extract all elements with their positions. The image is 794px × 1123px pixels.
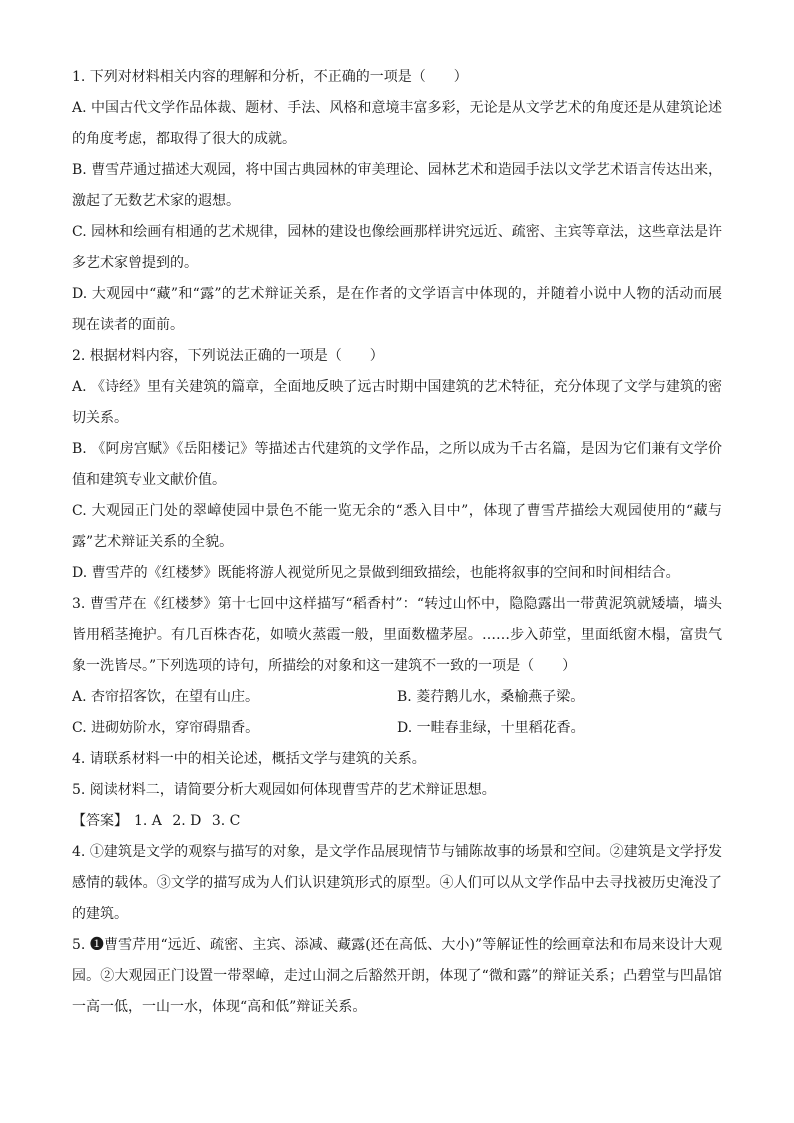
question-3-option-b: B. 菱荇鹅儿水，桑榆燕子梁。 bbox=[397, 689, 585, 705]
question-1-option-d: D. 大观园中“藏”和“露”的艺术辩证关系，是在作者的文学语言中体现的，并随着小说中人物的活动而展现在读者的面前。 bbox=[72, 286, 722, 333]
answer-line bbox=[72, 806, 722, 837]
question-3-option-a: A. 杏帘招客饮，在望有山庄。 bbox=[72, 689, 260, 705]
question-3-options-row-2 bbox=[72, 713, 722, 744]
question-1-option-c: C. 园林和绘画有相通的艺术规律，园林的建设也像绘画那样讲究远近、疏密、主宾等章法，这些章法是许多艺术家曾提到的。 bbox=[72, 224, 722, 271]
question-3-stem: 3. 曹雪芹在《红楼梦》第十七回中这样描写“稻香村”：“转过山怀中，隐隐露出一带黄泥筑就矮墙，墙头皆用稻茎掩护。有几百株杏花，如喷火蒸霞一般，里面数楹茅屋。……步入茆堂，里面纸窗木榻，富贵气象一洗皆尽。”下列选项的诗句，所描绘的对象和这一建筑不一致的一项是（ ） bbox=[72, 596, 722, 674]
question-2-option-b: B. 《阿房宫赋》《岳阳楼记》等描述古代建筑的文学作品，之所以成为千古名篇，是因为它们兼有文学价值和建筑专业文献价值。 bbox=[72, 441, 722, 488]
answer-2: 2. D bbox=[172, 813, 202, 829]
question-2-option-c: C. 大观园正门处的翠嶂使园中景色不能一览无余的“悉入目中”，体现了曹雪芹描绘大观园使用的“藏与露”艺术辩证关系的全貌。 bbox=[72, 503, 722, 550]
answer-tag: 【答案】 bbox=[72, 813, 128, 829]
question-2-option-d: D. 曹雪芹的《红楼梦》既能将游人视觉所见之景做到细致描绘，也能将叙事的空间和时间相结合。 bbox=[72, 565, 680, 581]
question-3-options-row-1 bbox=[72, 682, 722, 713]
question-1-option-b: B. 曹雪芹通过描述大观园，将中国古典园林的审美理论、园林艺术和造园手法以文学艺术语言传达出来，激起了无数艺术家的遐想。 bbox=[72, 162, 722, 209]
question-5: 5. 阅读材料二，请简要分析大观园如何体现曹雪芹的艺术辩证思想。 bbox=[72, 782, 496, 798]
question-1-stem: 1. 下列对材料相关内容的理解和分析，不正确的一项是（ ） bbox=[72, 69, 468, 85]
question-3-option-c: C. 进砌妨阶水，穿帘碍鼎香。 bbox=[72, 720, 260, 736]
question-2-stem: 2. 根据材料内容，下列说法正确的一项是（ ） bbox=[72, 348, 384, 364]
answer-1: 1. A bbox=[134, 813, 162, 829]
question-2-option-a: A. 《诗经》里有关建筑的篇章，全面地反映了远古时期中国建筑的艺术特征，充分体现了文学与建筑的密切关系。 bbox=[72, 379, 722, 426]
answer-4: 4. ①建筑是文学的观察与描写的对象，是文学作品展现情节与铺陈故事的场景和空间。②建筑是文学抒发感情的载体。③文学的描写成为人们认识建筑形式的原型。④人们可以从文学作品中去寻找被历史淹没了的建筑。 bbox=[72, 844, 722, 922]
page-content bbox=[72, 62, 722, 1023]
answer-5: 5. ❶曹雪芹用“远近、疏密、主宾、添减、藏露(还在高低、大小)”等解证性的绘画章法和布局来设计大观园。②大观园正门设置一带翠嶂，走过山洞之后豁然开朗，体现了“微和露”的辩证关系；凸碧堂与凹晶馆一高一低，一山一水，体现“高和低”辩证关系。 bbox=[72, 937, 722, 1015]
question-3-option-d: D. 一畦春韭绿，十里稻花香。 bbox=[397, 720, 585, 736]
question-1-option-a: A. 中国古代文学作品体裁、题材、手法、风格和意境丰富多彩，无论是从文学艺术的角度还是从建筑论述的角度考虑，都取得了很大的成就。 bbox=[72, 100, 722, 147]
answer-3: 3. C bbox=[211, 813, 241, 829]
question-4: 4. 请联系材料一中的相关论述，概括文学与建筑的关系。 bbox=[72, 751, 426, 767]
